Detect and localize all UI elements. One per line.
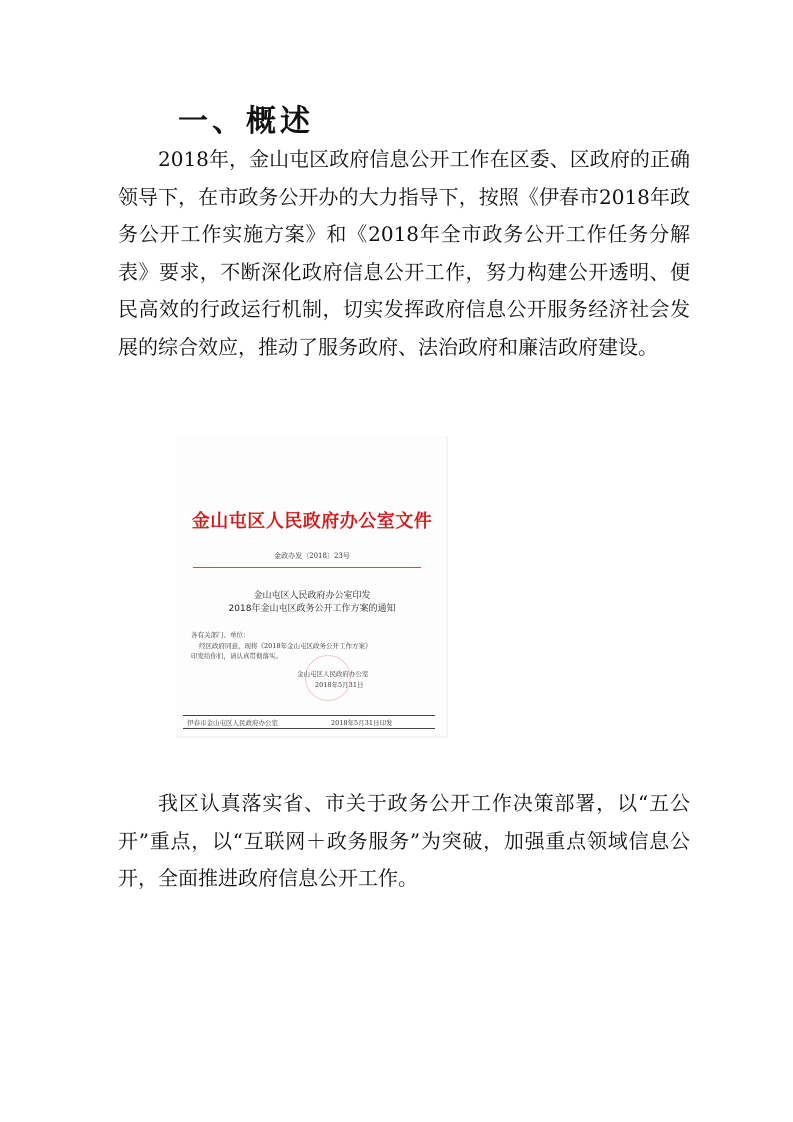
document-body-line2: 印发给你们，请认真贯彻落实。 <box>191 652 282 660</box>
document-subtitle-line2: 2018年金山屯区政务公开工作方案的通知 <box>228 604 396 614</box>
document-footer-date: 2018年5月31日印发 <box>331 719 393 727</box>
footer-divider-bottom <box>183 728 435 729</box>
red-divider <box>193 567 421 568</box>
document-body-line1: 经区政府同意，现将《2018年金山屯区政务公开工作方案》 <box>199 642 372 650</box>
implementation-paragraph: 我区认真落实省、市关于政务公开工作决策部署，以“五公开”重点，以“互联网＋政务服务”为突破，加强重点领域信息公开，全面推进政府信息公开工作。 <box>118 791 690 890</box>
document-number: 金政办发〔2018〕23号 <box>274 552 350 560</box>
official-document <box>181 495 443 735</box>
document-sign-date: 2018年5月31日 <box>315 681 364 689</box>
document-addressee: 各有关部门、单位： <box>191 631 250 639</box>
document-signature: 金山屯区人民政府办公室 <box>297 670 369 678</box>
document-title: 金山屯区人民政府办公室文件 <box>191 511 433 532</box>
document-subtitle-line1: 金山屯区人民政府办公室印发 <box>253 591 371 601</box>
overview-paragraph: 2018年，金山屯区政府信息公开工作在区委、区政府的正确领导下，在市政务公开办的大力指导下，按照《伊春市2018年政务公开工作实施方案》和《2018年全市政务公开工作任务分解表》要求，不断深化政府信息公开工作，努力构建公开透明、便民高效的行政运行机制，切实发挥政府信息公开服务经济社会发展的综合效应，推动了服务政府、法治政府和廉洁政府建设。 <box>118 147 690 359</box>
seal-stamp <box>305 655 351 701</box>
section-heading: 一、概述 <box>178 104 314 139</box>
document-footer-issuer: 伊春市金山屯区人民政府办公室 <box>187 719 278 727</box>
footer-divider-top <box>183 715 435 716</box>
